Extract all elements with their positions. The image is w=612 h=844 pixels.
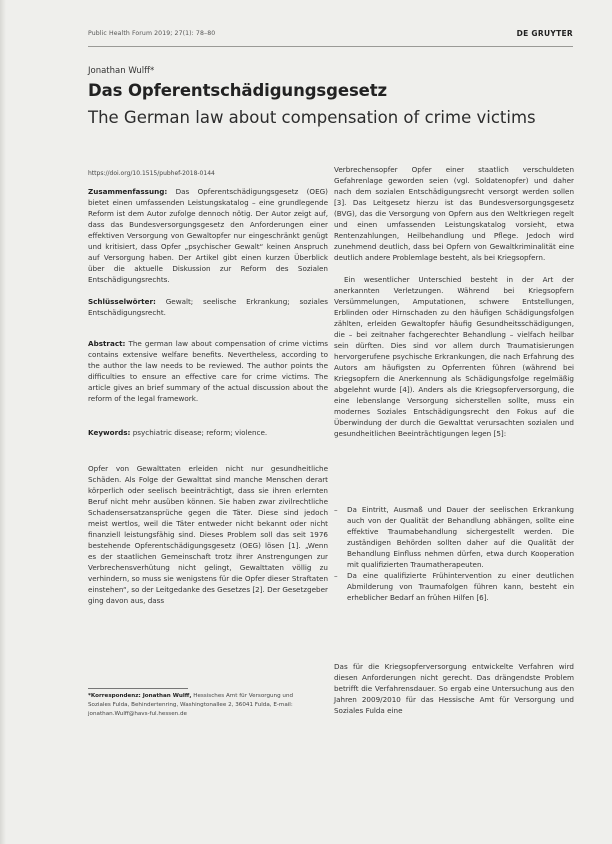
- abstract-german-text: Das Opferentschädigungsgesetz (OEG) bietet einen umfassenden Leistungskatalog – eine grundlegende Reform ist dem Autor zufolge dennoch nötig. Der Autor zeigt auf, dass das Bundesversorgungsgesetz den Anforderungen einer effektiven Versorgung von Gewaltopfer nur eingeschränkt genügt und kritisiert, dass Opfer „psychischer Gewalt“ keinen Anspruch auf Versorgung haben. Der Artikel gibt einen kurzen Überblick über die aktuelle Diskussion zur Reform des Sozialen Entschädigungsrechts.: [88, 187, 328, 284]
- body-text-right-1: [334, 164, 574, 263]
- body-paragraph: Verbrechensopfer Opfer einer staatlich verschuldeten Gefahrenlage geworden seien (vgl. Soldatenopfer) und daher nach dem sozialen Entschädigungsrecht versorgt werden sollen [3]. Das Leitgesetz hierzu ist das Bundesversorgungsgesetz (BVG), das die Versorgung von Opfern aus den Weltkriegen regelt und einen umfassenden Leistungskatalog vorsieht, etwa Rentenzahlungen, Heilbehandlung und Pflege. Jedoch wird zunehmend deutlich, dass bei Opfern von Gewaltkriminalität eine deutlich andere Problemlage besteht, als bei Kriegsopfern.: [334, 165, 574, 262]
- running-header: [88, 30, 573, 42]
- header-rule: [88, 46, 573, 47]
- keywords-english-label: Keywords:: [88, 428, 131, 437]
- doi-link[interactable]: https://doi.org/10.1515/pubhef-2018-0144: [88, 170, 215, 177]
- keywords-german-text: Gewalt; seelische Erkrankung; soziales Entschädigungsrecht.: [88, 297, 328, 317]
- article-title-german: Das Opferentschädigungsgesetz: [88, 81, 388, 100]
- keywords-german-label: Schlüsselwörter:: [88, 297, 156, 306]
- body-paragraph: Ein wesentlicher Unterschied besteht in der Art der anerkannten Verletzungen. Während bei Kriegsopfern Versümmelungen, Amputationen, schwere Entstellungen, Erblinden oder Hirnschaden zu den häufigen Schädigungsfolgen zählten, erleiden Gewaltopfer häufig Gesundheitsschädigungen, die – bei zeitnaher fachgerechter Behandlung – vielfach heilbar sein dürften. Dies sind vor allem durch Traumatisierungen hervorgerufene psychische Erkrankungen, die nach Erfahrung des Autors am häufigsten zu Opferrenten führen (während bei Kriegsopfern die Anerkennung als Schädigungsfolge regelmäßig abgelehnt wurde [4]). Anders als die Kriegsopferversorgung, die eine lebenslange Versorgung sicherstellen sollte, muss ein modernes Soziales Entschädigungsrecht den Fokus auf die Überwindung der durch die Gewalttat verursachten sozialen und gesundheitlichen Beeinträchtigungen legen [5]:: [334, 275, 574, 438]
- list-item: [334, 570, 574, 603]
- journal-citation: Public Health Forum 2019; 27(1): 78–80: [88, 30, 216, 37]
- correspondence-footnote: [88, 692, 316, 719]
- page-scan-edge: [0, 0, 6, 844]
- publisher-logo: DE GRUYTER: [516, 29, 573, 38]
- body-paragraph: Das für die Kriegsopferversorgung entwickelte Verfahren wird diesen Anforderungen nicht gerecht. Das drängendste Problem betrifft die Verfahrensdauer. So ergab eine Untersuchung aus den Jahren 2009/2010 für das Hessische Amt für Versorgung und Soziales Fulda eine: [334, 662, 574, 715]
- abstract-german: [88, 186, 328, 285]
- abstract-german-label: Zusammenfassung:: [88, 187, 168, 196]
- list-item-text: Da eine qualifizierte Frühintervention zu einer deutlichen Abmilderung von Traumafolgen führen kann, besteht ein erheblicher Bedarf an frühen Hilfen [6].: [347, 571, 574, 602]
- author-name: Jonathan Wulff*: [88, 66, 155, 76]
- body-text-right-2: [334, 274, 574, 439]
- footnote-rule: [88, 688, 188, 689]
- abstract-english: [88, 338, 328, 404]
- footnote-text: Hessisches Amt für Versorgung und Soziales Fulda, Behindertenring, Washingtonallee 2, 36041 Fulda, E-mail: jonathan.Wulff@havs-ful.hessen.de: [88, 693, 294, 717]
- abstract-english-text: The german law about compensation of crime victims contains extensive welfare benefits. Nevertheless, according to the author the law needs to be reviewed. The author points the difficulties to ensure an effective care for crime victims. The article gives an brief summary of the actual discussion about the reform of the legal framework.: [88, 339, 328, 403]
- keywords-english-text: psychiatric disease; reform; violence.: [132, 428, 268, 437]
- list-marker: –: [334, 505, 338, 514]
- body-text-right-3: [334, 661, 574, 716]
- footnote-label: *Korrespondenz: Jonathan Wulff,: [88, 693, 192, 699]
- keywords-german: [88, 296, 328, 318]
- list-marker: –: [334, 571, 338, 580]
- list-item-text: Da Eintritt, Ausmaß und Dauer der seelischen Erkrankung auch von der Qualität der Behandlung abhängen, sollte eine effektive Traumabehandlung sichergestellt werden. Die zuständigen Behörden sollten daher auf die Qualität der Behandlung Einfluss nehmen dürfen, etwa durch Kooperation mit qualifizierten Traumatherapeuten.: [347, 505, 574, 569]
- keywords-english: [88, 427, 328, 438]
- article-title-english: The German law about compensation of crime victims: [88, 108, 536, 127]
- abstract-english-label: Abstract:: [88, 339, 126, 348]
- body-text-left: [88, 463, 328, 606]
- bullet-list: [334, 504, 574, 603]
- list-item: [334, 504, 574, 570]
- body-paragraph: Opfer von Gewalttaten erleiden nicht nur gesundheitliche Schäden. Als Folge der Gewalttat sind manche Menschen derart körperlich oder seelisch beeinträchtigt, dass sie ihren erlernten Beruf nicht mehr ausüben können. Sie haben zwar zivilrechtliche Schadensersatzansprüche gegen die Täter. Diese sind jedoch meist wertlos, weil die Täter entweder nicht bekannt oder nicht finanziell leistungsfähig sind. Dieses Problem soll das seit 1976 bestehende Opferentschädigungsgesetz (OEG) lösen [1]. „Wenn es der staatlichen Gemeinschaft trotz ihrer Anstrengungen zur Verbrechensverhütung nicht gelingt, Gewalttaten völlig zu verhindern, so muss sie wenigstens für die Opfer dieser Straftaten einstehen“, so der Leitgedanke des Gesetzes [2]. Der Gesetzgeber ging davon aus, dass: [88, 464, 328, 605]
